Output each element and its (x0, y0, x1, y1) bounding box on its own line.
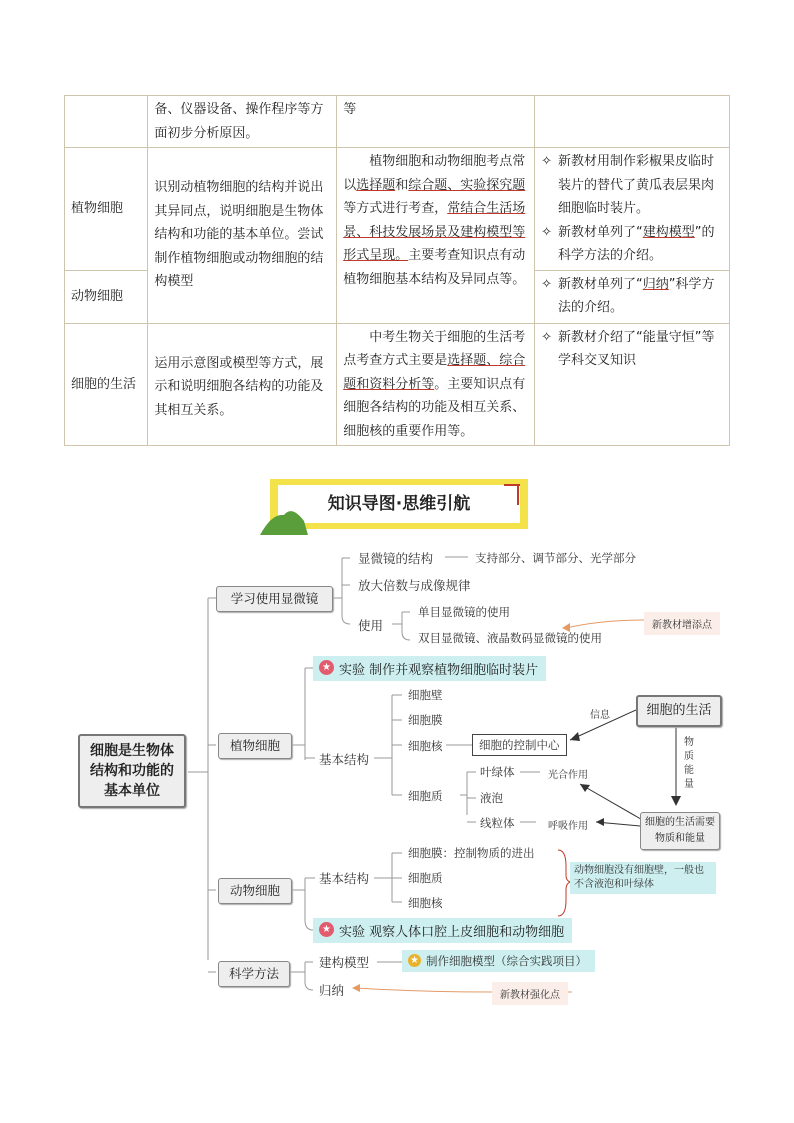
diamond-icon: ✧ (541, 154, 553, 169)
branch-science-method: 科学方法 (218, 961, 290, 987)
curriculum-table (64, 95, 730, 446)
changes-cell: ✧ 新教材单列了“归纳”科学方法的介绍。 (535, 270, 730, 323)
requirement-cell: 备、仪器设备、操作程序等方面初步分析原因。 (148, 96, 337, 148)
table-row (65, 96, 730, 148)
banner-title: 知识导图·思维引航 (327, 494, 471, 514)
requirement-cell: 运用示意图或模型等方式，展示和说明细胞各结构的功能及其相互关系。 (148, 323, 337, 446)
exam-cell: 等 (337, 96, 535, 148)
model-item: ★ 制作细胞模型（综合实践项目） (402, 950, 595, 972)
table-row (65, 148, 730, 271)
star-icon: ★ (319, 660, 334, 675)
exam-cell: 中考生物关于细胞的生活考点考查方式主要是选择题、综合题和资料分析等。主要知识点有细胞各结构的功能及相互关系、细胞核的重要作用等。 (337, 323, 535, 446)
diamond-icon: ✧ (541, 276, 553, 292)
mind-map: 细胞是生物体结构和功能的基本单位 学习使用显微镜 显微镜的结构 支持部分、调节部分、光学部分 放大倍数与成像规律 使用 单目显微镜的使用 双目显微镜、液晶数码显微镜的使用 新教材增添点 植物细胞 ★ 实验 制作并观察植物细胞临时装片 基本结构 细胞壁 细胞膜 细胞核 细胞的控制中心 细胞质 叶绿体 光合作用 液泡 线粒体 呼吸作用 信息 细胞的生活 物质能量 细胞的生活需要物质和能量 动物细胞 基本结构 细胞膜：控制物质的进出 细胞质 细胞核 动物细胞没有细胞壁，一般也不含液泡和叶绿体 ★ 实验 观察人体口腔上皮细胞和动物细胞 科学方法 建构模型 ★ 制作细胞模型（综合实践项目） 归纳 新教材强化点 (0, 470, 794, 1030)
changes-cell: ✧ 新教材用制作彩椒果皮临时装片的替代了黄瓜表层果肉细胞临时装片。 ✧ 新教材单列了“建构模型”的科学方法的介绍。 (535, 148, 730, 271)
cell-life-box: 细胞的生活 (636, 695, 722, 727)
requirement-cell: 识别动植物细胞的结构并说出其异同点，说明细胞是生物体结构和功能的基本单位。尝试制作植物细胞或动物细胞的结构模型 (148, 148, 337, 324)
star-icon: ★ (408, 954, 421, 967)
animal-cell-note: 动物细胞没有细胞壁，一般也不含液泡和叶绿体 (570, 862, 716, 894)
control-center-box: 细胞的控制中心 (472, 734, 567, 756)
exam-cell: 植物细胞和动物细胞考点常以选择题和综合题、实验探究题等方式进行考查，常结合生活场景、科技发展场景及建构模型等形式呈现。主要考查知识点有动植物细胞基本结构及异同点等。 (337, 148, 535, 324)
topic-plant-cell: 植物细胞 (65, 148, 148, 271)
topic-animal-cell: 动物细胞 (65, 270, 148, 323)
note-new-addition: 新教材增添点 (644, 612, 720, 635)
changes-cell: ✧ 新教材介绍了“能量守恒”等学科交叉知识 (535, 323, 730, 446)
table-row (65, 323, 730, 446)
branch-plant-cell: 植物细胞 (218, 733, 292, 759)
cell-needs-box: 细胞的生活需要物质和能量 (640, 812, 720, 850)
diamond-icon: ✧ (541, 224, 553, 240)
star-icon: ★ (319, 922, 334, 937)
note-strengthened: 新教材强化点 (492, 982, 568, 1005)
topic-cell-life: 细胞的生活 (65, 323, 148, 446)
experiment-plant-cell: ★ 实验 制作并观察植物细胞临时装片 (313, 656, 546, 681)
diamond-icon: ✧ (541, 329, 553, 345)
branch-microscope: 学习使用显微镜 (216, 586, 333, 612)
branch-animal-cell: 动物细胞 (218, 878, 292, 904)
mind-map-root: 细胞是生物体结构和功能的基本单位 (78, 734, 186, 808)
experiment-animal-cell: ★ 实验 观察人体口腔上皮细胞和动物细胞 (313, 918, 572, 943)
